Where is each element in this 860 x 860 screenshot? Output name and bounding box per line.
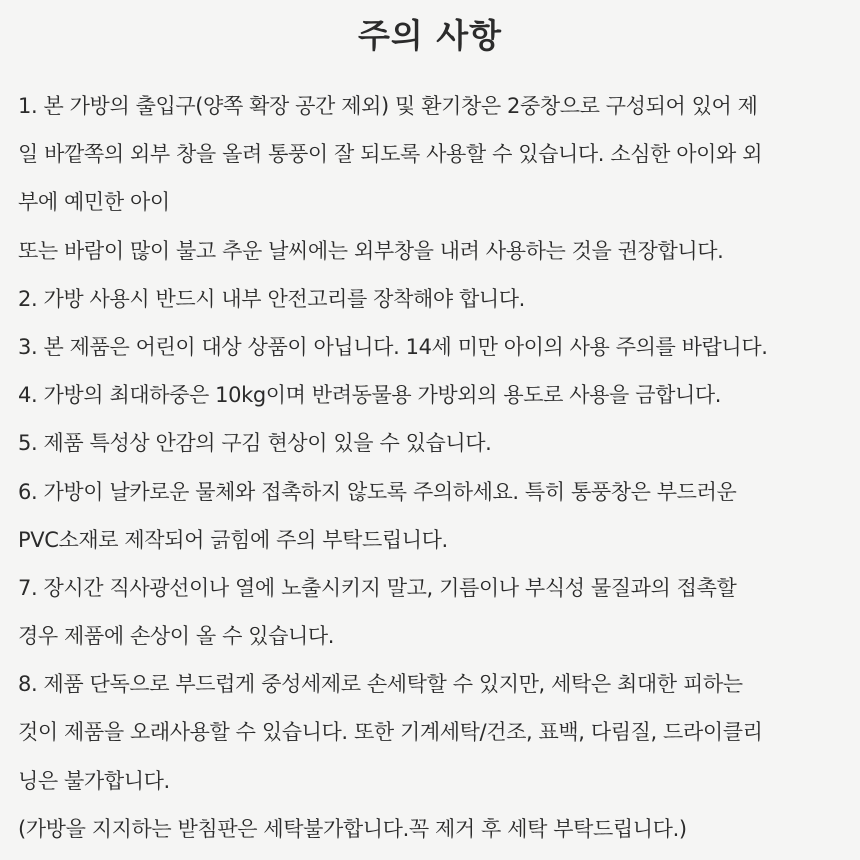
caution-line: 3. 본 제품은 어린이 대상 상품이 아닙니다. 14세 미만 아이의 사용 주의를 바랍니다. <box>18 334 768 359</box>
caution-line: 6. 가방이 날카로운 물체와 접촉하지 않도록 주의하세요. 특히 통풍창은 부드러운 <box>18 479 737 504</box>
caution-line: 4. 가방의 최대하중은 10kg이며 반려동물용 가방외의 용도로 사용을 금합니다. <box>18 383 722 408</box>
caution-line: 닝은 불가합니다. <box>18 768 170 793</box>
caution-line: 일 바깥쪽의 외부 창을 올려 통풍이 잘 되도록 사용할 수 있습니다. 소심한 아이와 외 <box>18 142 763 167</box>
caution-line: (가방을 지지하는 받침판은 세탁불가합니다.꼭 제거 후 세탁 부탁드립니다.) <box>18 816 687 841</box>
caution-line: 8. 제품 단독으로 부드럽게 중성세제로 손세탁할 수 있지만, 세탁은 최대한 피하는 <box>18 672 743 697</box>
caution-line: 7. 장시간 직사광선이나 열에 노출시키지 말고, 기름이나 부식성 물질과의 접촉할 <box>18 575 737 600</box>
caution-line: 부에 예민한 아이 <box>18 190 170 215</box>
caution-line: PVC소재로 제작되어 긁힘에 주의 부탁드립니다. <box>18 527 448 552</box>
page-title: 주의 사항 <box>357 16 502 55</box>
caution-line: 경우 제품에 손상이 올 수 있습니다. <box>18 624 335 649</box>
caution-line: 또는 바람이 많이 불고 추운 날씨에는 외부창을 내려 사용하는 것을 권장합니다. <box>18 238 724 263</box>
caution-list <box>18 82 854 853</box>
caution-line: 1. 본 가방의 출입구(양쪽 확장 공간 제외) 및 환기창은 2중창으로 구성되어 있어 제 <box>18 94 758 118</box>
caution-line: 2. 가방 사용시 반드시 내부 안전고리를 장착해야 합니다. <box>18 286 525 311</box>
caution-line: 것이 제품을 오래사용할 수 있습니다. 또한 기계세탁/건조, 표백, 다림질, 드라이클리 <box>18 720 763 745</box>
caution-line: 5. 제품 특성상 안감의 구김 현상이 있을 수 있습니다. <box>18 431 492 456</box>
